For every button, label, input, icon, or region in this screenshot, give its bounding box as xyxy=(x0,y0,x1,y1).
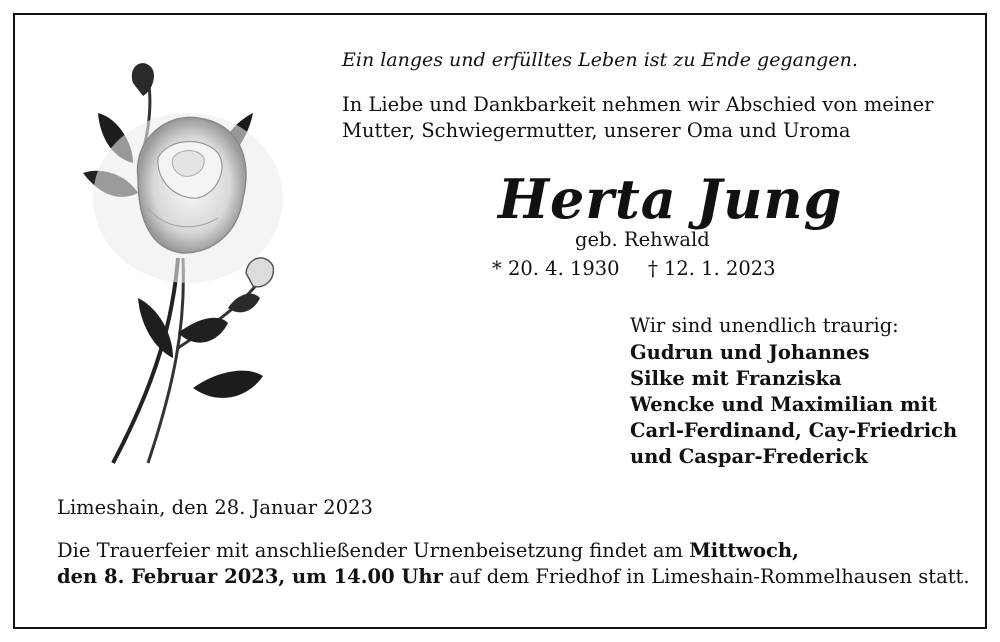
mourner-line: Gudrun und Johannes xyxy=(630,341,870,364)
funeral-line-2 xyxy=(57,564,970,590)
rose-illustration xyxy=(78,58,298,468)
funeral-notice xyxy=(57,538,970,590)
death-date: † 12. 1. 2023 xyxy=(648,257,776,280)
funeral-text-2: auf dem Friedhof in Limeshain-Rommelhausen statt. xyxy=(442,565,970,588)
intro-line-2: Mutter, Schwiegermutter, unserer Oma und Uroma xyxy=(342,119,851,142)
motto-text: Ein langes und erfülltes Leben ist zu Ende gegangen. xyxy=(342,49,858,71)
funeral-line-1 xyxy=(57,538,970,564)
funeral-text-1: Die Trauerfeier mit anschließender Urnenbeisetzung findet am xyxy=(57,539,690,562)
mourner-line: Wencke und Maximilian mit xyxy=(630,393,938,416)
place-date: Limeshain, den 28. Januar 2023 xyxy=(57,496,373,519)
birth-name: geb. Rehwald xyxy=(575,228,710,251)
intro-text xyxy=(342,92,934,144)
mourner-line: und Caspar-Frederick xyxy=(630,445,868,468)
funeral-date-time: den 8. Februar 2023, um 14.00 Uhr xyxy=(57,565,443,588)
funeral-weekday: Mittwoch, xyxy=(689,539,799,562)
mourner-line: Carl-Ferdinand, Cay-Friedrich xyxy=(630,419,958,442)
deceased-name: Herta Jung xyxy=(498,167,843,231)
mourners-list xyxy=(630,340,957,470)
mourner-line: Silke mit Franziska xyxy=(630,367,842,390)
intro-line-1: In Liebe und Dankbarkeit nehmen wir Abschied von meiner xyxy=(342,93,934,116)
birth-date: * 20. 4. 1930 xyxy=(492,257,620,280)
mourners-intro: Wir sind unendlich traurig: xyxy=(630,314,899,337)
